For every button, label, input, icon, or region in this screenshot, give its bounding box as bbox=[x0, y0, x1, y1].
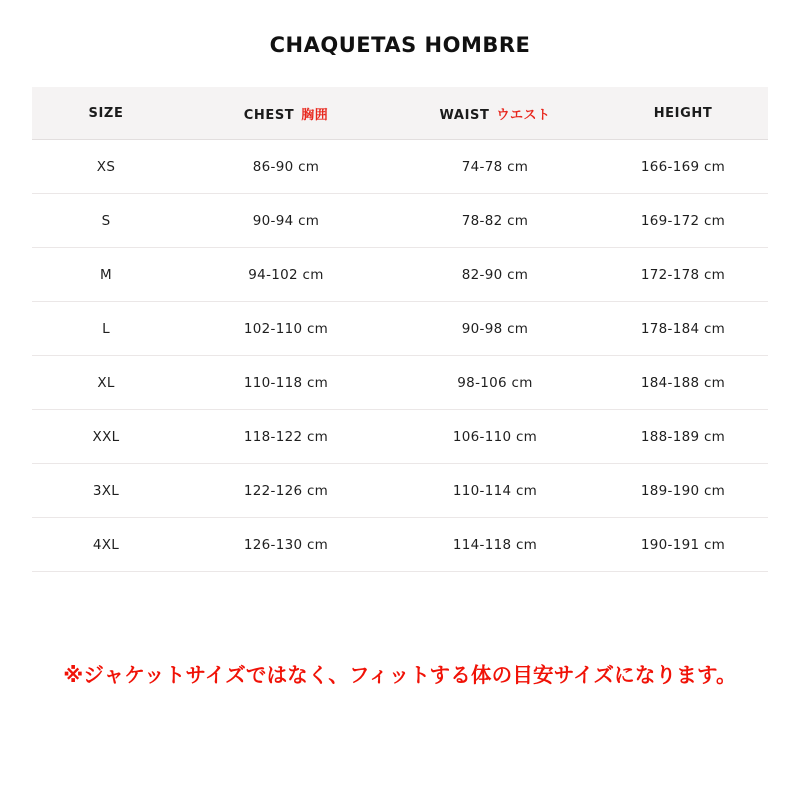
cell-waist: 106-110 cm bbox=[392, 410, 598, 464]
cell-chest: 94-102 cm bbox=[180, 248, 392, 302]
cell-height: 166-169 cm bbox=[598, 140, 768, 194]
table-row bbox=[32, 140, 768, 194]
cell-height: 172-178 cm bbox=[598, 248, 768, 302]
cell-size: L bbox=[32, 302, 180, 356]
footnote-text: ※ジャケットサイズではなく、フィットする体の目安サイズになります。 bbox=[63, 663, 737, 687]
cell-waist: 78-82 cm bbox=[392, 194, 598, 248]
table-row bbox=[32, 248, 768, 302]
column-header-height-label: HEIGHT bbox=[653, 106, 713, 121]
table-row bbox=[32, 302, 768, 356]
table-body bbox=[32, 140, 768, 572]
column-header-waist bbox=[392, 87, 598, 140]
cell-size: XS bbox=[32, 140, 180, 194]
cell-size: XXL bbox=[32, 410, 180, 464]
cell-waist: 98-106 cm bbox=[392, 356, 598, 410]
cell-height: 169-172 cm bbox=[598, 194, 768, 248]
cell-height: 184-188 cm bbox=[598, 356, 768, 410]
cell-chest: 110-118 cm bbox=[180, 356, 392, 410]
cell-waist: 110-114 cm bbox=[392, 464, 598, 518]
cell-size: 3XL bbox=[32, 464, 180, 518]
cell-height: 188-189 cm bbox=[598, 410, 768, 464]
cell-chest: 90-94 cm bbox=[180, 194, 392, 248]
column-header-height bbox=[598, 87, 768, 140]
size-table bbox=[32, 87, 768, 572]
cell-chest: 118-122 cm bbox=[180, 410, 392, 464]
cell-waist: 74-78 cm bbox=[392, 140, 598, 194]
table-header-row bbox=[32, 87, 768, 140]
table-row bbox=[32, 194, 768, 248]
table-row bbox=[32, 518, 768, 572]
table-row bbox=[32, 410, 768, 464]
column-header-chest-label: CHEST bbox=[243, 108, 295, 123]
cell-size: XL bbox=[32, 356, 180, 410]
column-header-chest bbox=[180, 87, 392, 140]
cell-waist: 90-98 cm bbox=[392, 302, 598, 356]
cell-chest: 126-130 cm bbox=[180, 518, 392, 572]
cell-chest: 86-90 cm bbox=[180, 140, 392, 194]
table-row bbox=[32, 356, 768, 410]
column-header-waist-jp: ウエスト bbox=[496, 108, 551, 123]
cell-chest: 102-110 cm bbox=[180, 302, 392, 356]
column-header-chest-jp: 胸囲 bbox=[301, 108, 329, 123]
cell-height: 189-190 cm bbox=[598, 464, 768, 518]
table-row bbox=[32, 464, 768, 518]
cell-height: 178-184 cm bbox=[598, 302, 768, 356]
cell-size: S bbox=[32, 194, 180, 248]
cell-size: M bbox=[32, 248, 180, 302]
cell-waist: 114-118 cm bbox=[392, 518, 598, 572]
column-header-size bbox=[32, 87, 180, 140]
column-header-waist-label: WAIST bbox=[439, 108, 490, 123]
cell-chest: 122-126 cm bbox=[180, 464, 392, 518]
page-title: CHAQUETAS HOMBRE bbox=[269, 33, 531, 57]
cell-size: 4XL bbox=[32, 518, 180, 572]
size-table-container bbox=[32, 87, 768, 572]
cell-waist: 82-90 cm bbox=[392, 248, 598, 302]
cell-height: 190-191 cm bbox=[598, 518, 768, 572]
table-header bbox=[32, 87, 768, 140]
column-header-size-label: SIZE bbox=[88, 106, 124, 121]
